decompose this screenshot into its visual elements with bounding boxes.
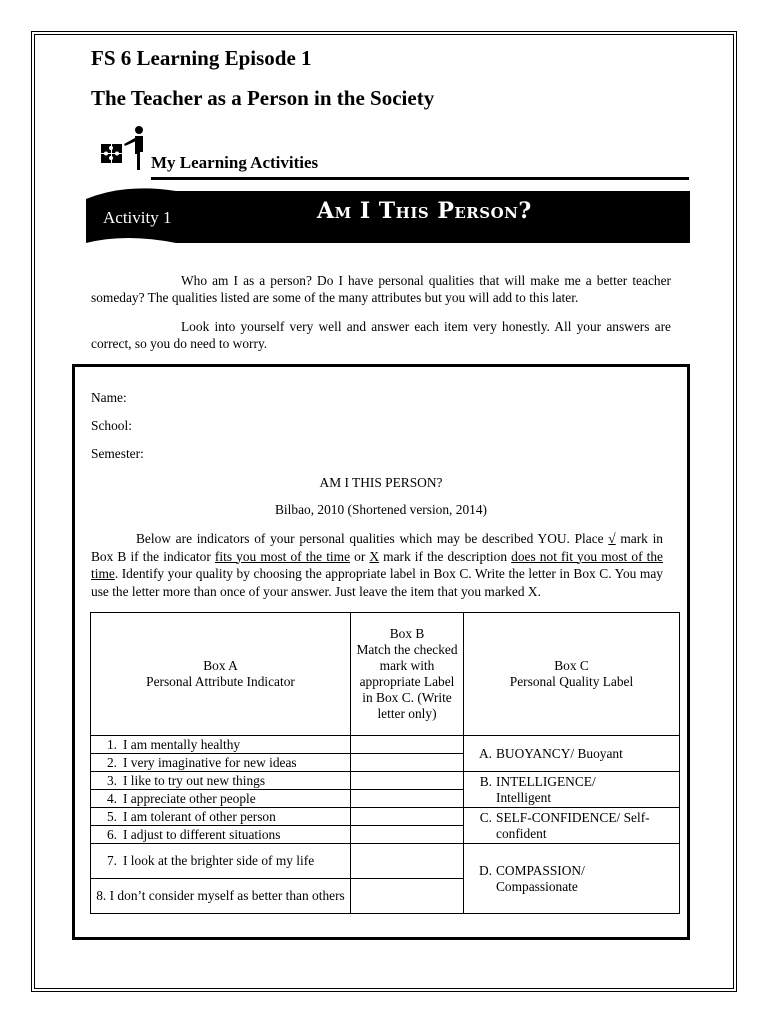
indicator-cell: 2. I very imaginative for new ideas (91, 754, 351, 772)
puzzle-person-icon (99, 126, 147, 172)
box-b-answer-cell[interactable] (351, 790, 464, 808)
label-cell-c: C. SELF-CONFIDENCE/ Self-confident (464, 808, 680, 844)
instructions: Below are indicators of your personal qualities which may be described YOU. Place √ mark in Box B if the indicator fits you most of the time or X mark if the description does not fit you most of the time. Identify your quality by choosing the appropriate label in Box C. Write the letter in Box C. You may use the letter more than once of your answer. Just leave the item that you marked X. (91, 531, 663, 599)
table-row (91, 844, 680, 879)
box-b-answer-cell[interactable] (351, 736, 464, 754)
indicator-cell: 3. I like to try out new things (91, 772, 351, 790)
episode-subtitle: The Teacher as a Person in the Society (91, 86, 435, 110)
label-cell-a: A. BUOYANCY/ Buoyant (464, 736, 680, 772)
activity-title: Am I This Person? (317, 198, 532, 224)
box-a-header: Box A Personal Attribute Indicator (91, 613, 351, 736)
section-label: My Learning Activities (151, 153, 319, 172)
table-row (91, 772, 680, 790)
label-cell-b: B. INTELLIGENCE/ Intelligent (464, 772, 680, 808)
indicator-cell: 1. I am mentally healthy (91, 736, 351, 754)
section-divider (151, 177, 689, 180)
table-header-row (91, 613, 680, 736)
semester-label: Semester: (91, 446, 144, 461)
table-row (91, 736, 680, 754)
quality-table (90, 612, 680, 914)
box-b-answer-cell[interactable] (351, 879, 464, 914)
table-row (91, 808, 680, 826)
activity-number: Activity 1 (103, 208, 172, 227)
intro-paragraph-1: Who am I as a person? Do I have personal qualities that will make me a better teacher someday? The qualities listed are some of the many attributes but you will add to this later. (91, 273, 671, 305)
box-b-header: Box B Match the checked mark with appropriate Label in Box C. (Write letter only) (351, 613, 464, 736)
name-label: Name: (91, 390, 127, 405)
indicator-cell: 4. I appreciate other people (91, 790, 351, 808)
intro-paragraph-2: Look into yourself very well and answer each item very honestly. All your answers are correct, so you do need to worry. (91, 319, 671, 351)
indicator-cell: 7. I look at the brighter side of my life (91, 844, 351, 879)
indicator-cell: 6. I adjust to different situations (91, 826, 351, 844)
box-b-answer-cell[interactable] (351, 808, 464, 826)
box-c-header: Box C Personal Quality Label (464, 613, 680, 736)
box-b-answer-cell[interactable] (351, 844, 464, 879)
indicator-cell: 5. I am tolerant of other person (91, 808, 351, 826)
school-label: School: (91, 418, 132, 433)
indicator-cell: 8. I don’t consider myself as better than others (91, 879, 351, 914)
episode-title: FS 6 Learning Episode 1 (91, 46, 312, 70)
form-heading: AM I THIS PERSON? (319, 475, 443, 490)
box-b-answer-cell[interactable] (351, 754, 464, 772)
form-source: Bilbao, 2010 (Shortened version, 2014) (275, 502, 487, 517)
label-cell-d: D. COMPASSION/ Compassionate (464, 844, 680, 914)
box-b-answer-cell[interactable] (351, 772, 464, 790)
box-b-answer-cell[interactable] (351, 826, 464, 844)
